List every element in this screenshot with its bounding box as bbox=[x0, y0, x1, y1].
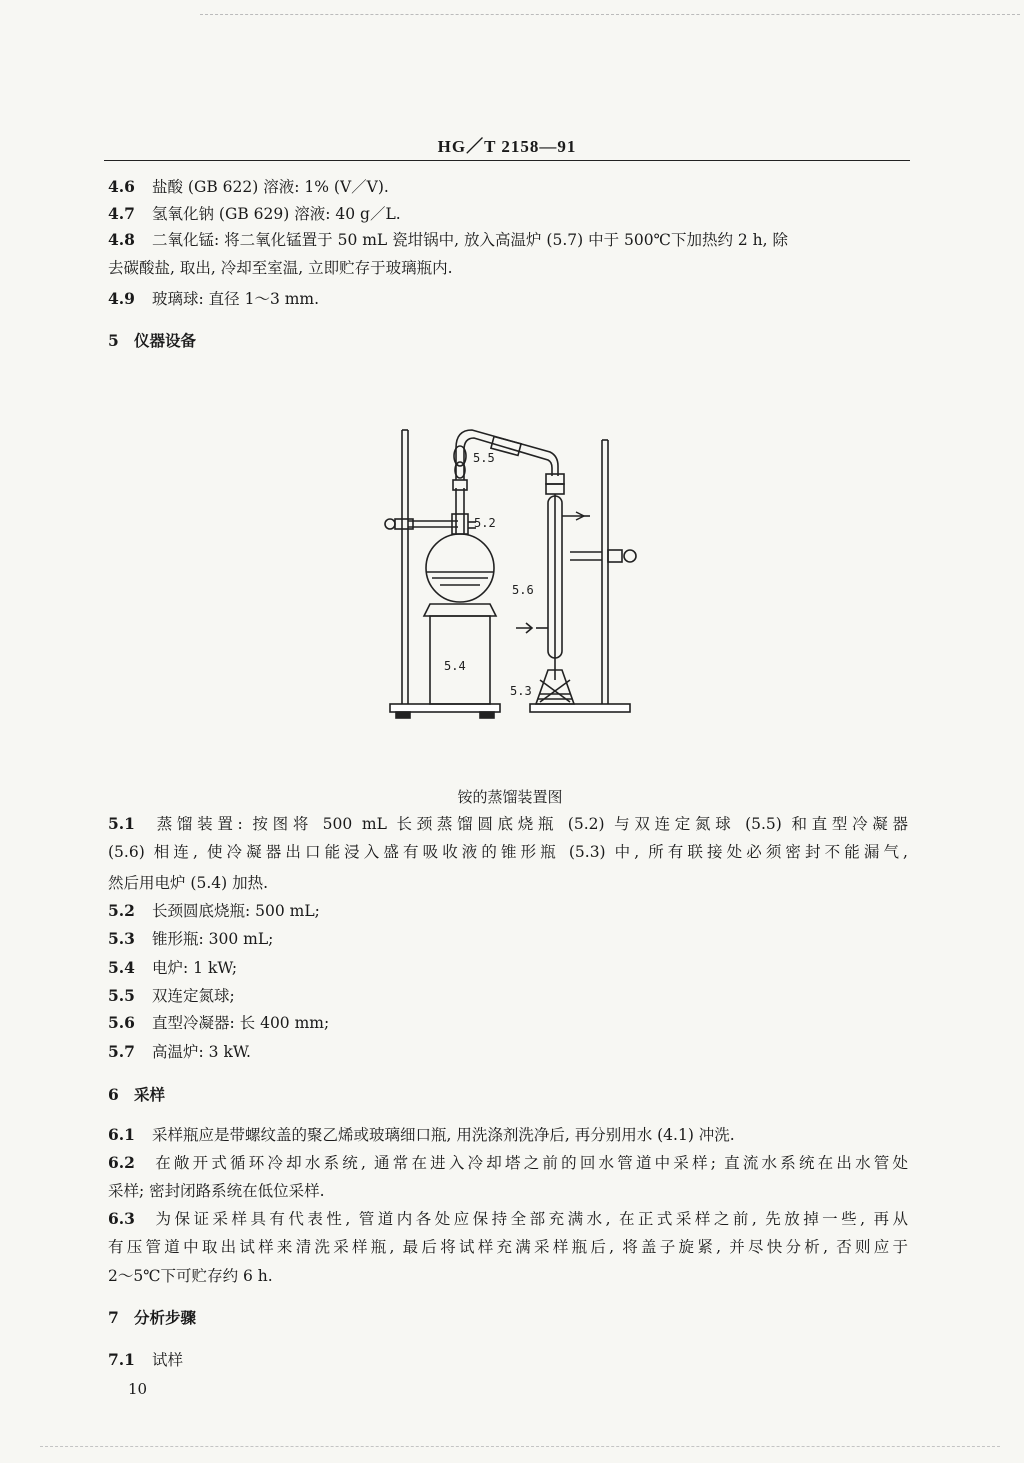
item-text: 双连定氮球; bbox=[152, 987, 235, 1005]
item-number: 4.7 bbox=[108, 204, 135, 223]
item-text: 在敞开式循环冷却水系统, 通常在进入冷却塔之前的回水管道中采样; 直流水系统在出水管处 bbox=[152, 1154, 908, 1172]
item-number: 7.1 bbox=[108, 1350, 135, 1369]
label-condenser: 5.6 bbox=[512, 583, 534, 597]
figure-caption: 铵的蒸馏装置图 bbox=[457, 788, 563, 806]
label-nitrogen-bulb: 5.5 bbox=[473, 451, 495, 465]
item-text: 2～5℃下可贮存约 6 h. bbox=[108, 1267, 273, 1285]
item-number: 4.8 bbox=[108, 230, 135, 249]
item-text: 玻璃球: 直径 1～3 mm. bbox=[152, 290, 320, 308]
item-text: (5.6) 相连, 使冷凝器出口能浸入盛有吸收液的锥形瓶 (5.3) 中, 所有联接处必须密封不能漏气, bbox=[108, 843, 908, 861]
item-4-6 bbox=[108, 177, 908, 197]
item-text: 有压管道中取出试样来清洗采样瓶, 最后将试样充满采样瓶后, 将盖子旋紧, 并尽快分析, 否则应于 bbox=[108, 1238, 908, 1256]
item-number: 5.5 bbox=[108, 986, 135, 1005]
item-number: 6.2 bbox=[108, 1153, 135, 1172]
item-text: 盐酸 (GB 622) 溶液: 1% (V／V). bbox=[152, 178, 389, 196]
item-number: 4.6 bbox=[108, 177, 135, 196]
section-5-heading bbox=[108, 331, 908, 351]
item-text: 高温炉: 3 kW. bbox=[152, 1043, 251, 1061]
item-5-2 bbox=[108, 901, 908, 921]
item-text: 采样; 密封闭路系统在低位采样. bbox=[108, 1182, 325, 1200]
item-text: 锥形瓶: 300 mL; bbox=[152, 930, 274, 948]
label-round-flask: 5.2 bbox=[474, 516, 496, 530]
item-5-4 bbox=[108, 958, 908, 978]
item-text: 去碳酸盐, 取出, 冷却至室温, 立即贮存于玻璃瓶内. bbox=[108, 259, 453, 277]
section-7-heading bbox=[108, 1308, 908, 1328]
item-5-7 bbox=[108, 1042, 908, 1062]
item-number: 5.7 bbox=[108, 1042, 135, 1061]
item-5-3 bbox=[108, 929, 908, 949]
item-6-3-cont bbox=[108, 1237, 908, 1257]
item-text: 为保证采样具有代表性, 管道内各处应保持全部充满水, 在正式采样之前, 先放掉一些, 再从 bbox=[152, 1210, 908, 1228]
section-6-heading bbox=[108, 1085, 908, 1105]
item-number: 4.9 bbox=[108, 289, 135, 308]
distillation-apparatus-figure bbox=[380, 418, 640, 728]
item-text: 采样瓶应是带螺纹盖的聚乙烯或玻璃细口瓶, 用洗涤剂洗净后, 再分别用水 (4.1) 冲洗. bbox=[152, 1126, 735, 1144]
item-text: 长颈圆底烧瓶: 500 mL; bbox=[152, 902, 320, 920]
item-text: 二氧化锰: 将二氧化锰置于 50 mL 瓷坩锅中, 放入高温炉 (5.7) 中于 500℃下加热约 2 h, 除 bbox=[152, 231, 789, 249]
item-number: 5.3 bbox=[108, 929, 135, 948]
item-6-1 bbox=[108, 1125, 908, 1145]
standard-number: HG／T 2158—91 bbox=[437, 137, 577, 156]
item-6-3-cont2 bbox=[108, 1266, 908, 1286]
section-title: 仪器设备 bbox=[134, 331, 197, 350]
item-number: 5.1 bbox=[108, 814, 135, 833]
scan-artifact-top bbox=[200, 14, 1020, 17]
item-number: 5.6 bbox=[108, 1013, 135, 1032]
item-number: 6.3 bbox=[108, 1209, 135, 1228]
label-electric-furnace: 5.4 bbox=[444, 659, 466, 673]
item-5-1-cont bbox=[108, 842, 908, 862]
item-text: 然后用电炉 (5.4) 加热. bbox=[108, 874, 269, 892]
item-5-1 bbox=[108, 814, 908, 834]
item-6-3 bbox=[108, 1209, 908, 1229]
item-text: 蒸馏装置: 按图将 500 mL 长颈蒸馏圆底烧瓶 (5.2) 与双连定氮球 (5.5) 和直型冷凝器 bbox=[152, 815, 908, 833]
item-text: 试样 bbox=[152, 1351, 184, 1369]
item-text: 直型冷凝器: 长 400 mm; bbox=[152, 1014, 330, 1032]
label-conical-flask: 5.3 bbox=[510, 684, 532, 698]
item-4-7 bbox=[108, 204, 908, 224]
item-5-6 bbox=[108, 1013, 908, 1033]
section-number: 7 bbox=[108, 1308, 119, 1327]
section-number: 5 bbox=[108, 331, 119, 350]
item-4-8 bbox=[108, 230, 908, 250]
item-number: 5.2 bbox=[108, 901, 135, 920]
section-title: 采样 bbox=[134, 1085, 166, 1104]
item-5-5 bbox=[108, 986, 908, 1006]
item-text: 电炉: 1 kW; bbox=[152, 959, 238, 977]
item-7-1 bbox=[108, 1350, 908, 1370]
item-6-2 bbox=[108, 1153, 908, 1173]
section-number: 6 bbox=[108, 1085, 119, 1104]
section-title: 分析步骤 bbox=[134, 1308, 197, 1327]
item-text: 氢氧化钠 (GB 629) 溶液: 40 g／L. bbox=[152, 205, 401, 223]
item-number: 6.1 bbox=[108, 1125, 135, 1144]
scan-artifact-bottom bbox=[40, 1446, 1000, 1449]
item-4-9 bbox=[108, 289, 908, 309]
page-header bbox=[104, 128, 910, 161]
item-4-8-cont bbox=[108, 258, 908, 278]
page-number: 10 bbox=[128, 1380, 148, 1398]
item-5-1-cont2 bbox=[108, 873, 908, 893]
item-number: 5.4 bbox=[108, 958, 135, 977]
item-6-2-cont bbox=[108, 1181, 908, 1201]
